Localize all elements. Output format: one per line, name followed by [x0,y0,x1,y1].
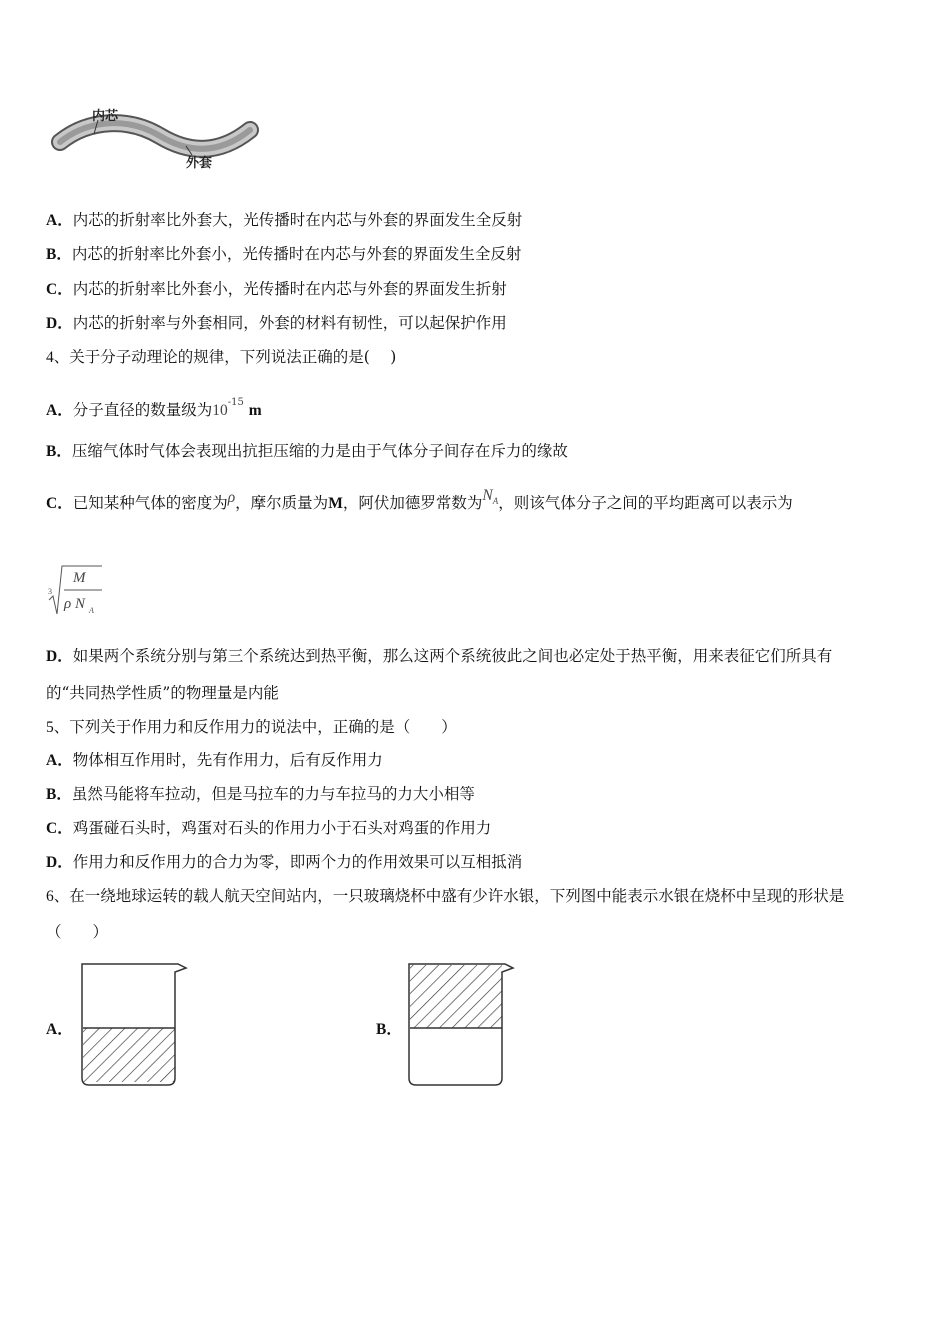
q4-option-c [46,486,793,514]
option-text: 压缩气体时气体会表现出抗拒压缩的力是由于气体分子间存在斥力的缘故 [71,442,568,460]
q3-option-c [46,279,507,300]
mercury-fill [410,965,502,1028]
formula-den-n: N [75,596,86,612]
q5-option-d [46,852,522,873]
q5-option-b [46,784,475,805]
option-text: 已知某种气体的密度为 [72,494,228,512]
question-number: 5、 [46,719,70,736]
option-text: 内芯的折射率比外套小，光传播时在内芯与外套的界面发生折射 [72,280,507,298]
option-text: 如果两个系统分别与第三个系统达到热平衡，那么这两个系统彼此之间也必定处于热平衡，用来表征它们所具有 [72,647,833,665]
q4-option-b [46,441,568,462]
option-text: 的“共同热学性质”的物理量是内能 [46,684,279,702]
question-text: 在一绕地球运转的载人航天空间站内，一只玻璃烧杯中盛有少许水银，下列图中能表示水银在烧杯中呈现的形状是 [69,887,845,905]
q3-option-b [46,244,521,265]
mercury-fill [83,1028,175,1082]
unit: m [248,402,262,419]
option-text: 物体相互作用时，先有作用力，后有反作用力 [72,751,383,769]
option-text: 鸡蛋碰石头时，鸡蛋对石头的作用力小于石头对鸡蛋的作用力 [72,819,492,837]
option-text: ，摩尔质量为 [235,494,329,512]
option-letter: C． [46,495,73,512]
option-letter: A． [46,402,73,419]
root-index: 3 [48,587,52,596]
q4-option-d-line2 [46,683,279,703]
option-letter: D． [46,315,73,332]
beaker-b-figure [405,960,520,1090]
option-letter: B． [46,246,72,263]
option-letter: C． [46,820,73,837]
question-number: 6、 [46,888,70,905]
option-text: 内芯的折射率比外套小，光传播时在内芯与外套的界面发生全反射 [71,245,522,263]
molar-mass-symbol: M [328,495,343,512]
q5-stem [46,717,457,738]
option-text: 内芯的折射率与外套相同，外套的材料有韧性，可以起保护作用 [72,314,507,332]
q4-stem [46,347,396,368]
q6-paren [46,922,108,942]
option-text: 作用力和反作用力的合力为零，即两个力的作用效果可以互相抵消 [72,853,523,871]
option-text: 分子直径的数量级为 [72,401,213,419]
avogadro-symbol: $N_A$ [482,487,499,506]
q4-option-a [46,393,262,421]
formula-numerator: M [73,570,86,586]
rho-symbol: ρ [227,489,236,506]
formula-den-sub: A [89,606,94,615]
question-text: 关于分子动理论的规律，下列说法正确的是( ) [69,348,397,366]
question-number: 4、 [46,349,70,366]
q6-stem [46,886,844,907]
formula-den-rho: ρ [64,596,72,612]
q5-option-c [46,818,491,839]
power-exponent: -15 [227,397,244,408]
q4-option-d-line1 [46,646,832,667]
q3-option-a [46,210,522,231]
option-text: 虽然马能将车拉动，但是马拉车的力与车拉马的力大小相等 [71,785,475,803]
option-letter: A． [46,752,73,769]
optical-fiber-figure [50,100,270,180]
option-letter: A． [46,212,73,229]
q6-option-b-label: B． [376,1021,402,1038]
answer-paren: （ ） [46,923,109,941]
option-text: 内芯的折射率比外套大，光传播时在内芯与外套的界面发生全反射 [72,211,523,229]
fiber-core-label: 内芯 [92,109,119,124]
cube-root-formula [46,560,116,620]
question-text: 下列关于作用力和反作用力的说法中，正确的是（ ） [69,718,457,736]
beaker-a-figure [78,960,193,1090]
q3-option-d [46,313,507,334]
option-letter: C． [46,281,73,298]
q5-option-a [46,750,383,771]
fiber-cladding-label: 外套 [186,156,213,171]
option-letter: B． [46,443,72,460]
option-letter: D． [46,854,73,871]
power-base: 10 [212,402,228,419]
option-text: ，则该气体分子之间的平均距离可以表示为 [498,494,793,512]
option-text: ，阿伏加德罗常数为 [342,494,483,512]
option-letter: D． [46,648,73,665]
option-letter: B． [46,786,72,803]
q6-option-a-label: A． [46,1021,73,1038]
